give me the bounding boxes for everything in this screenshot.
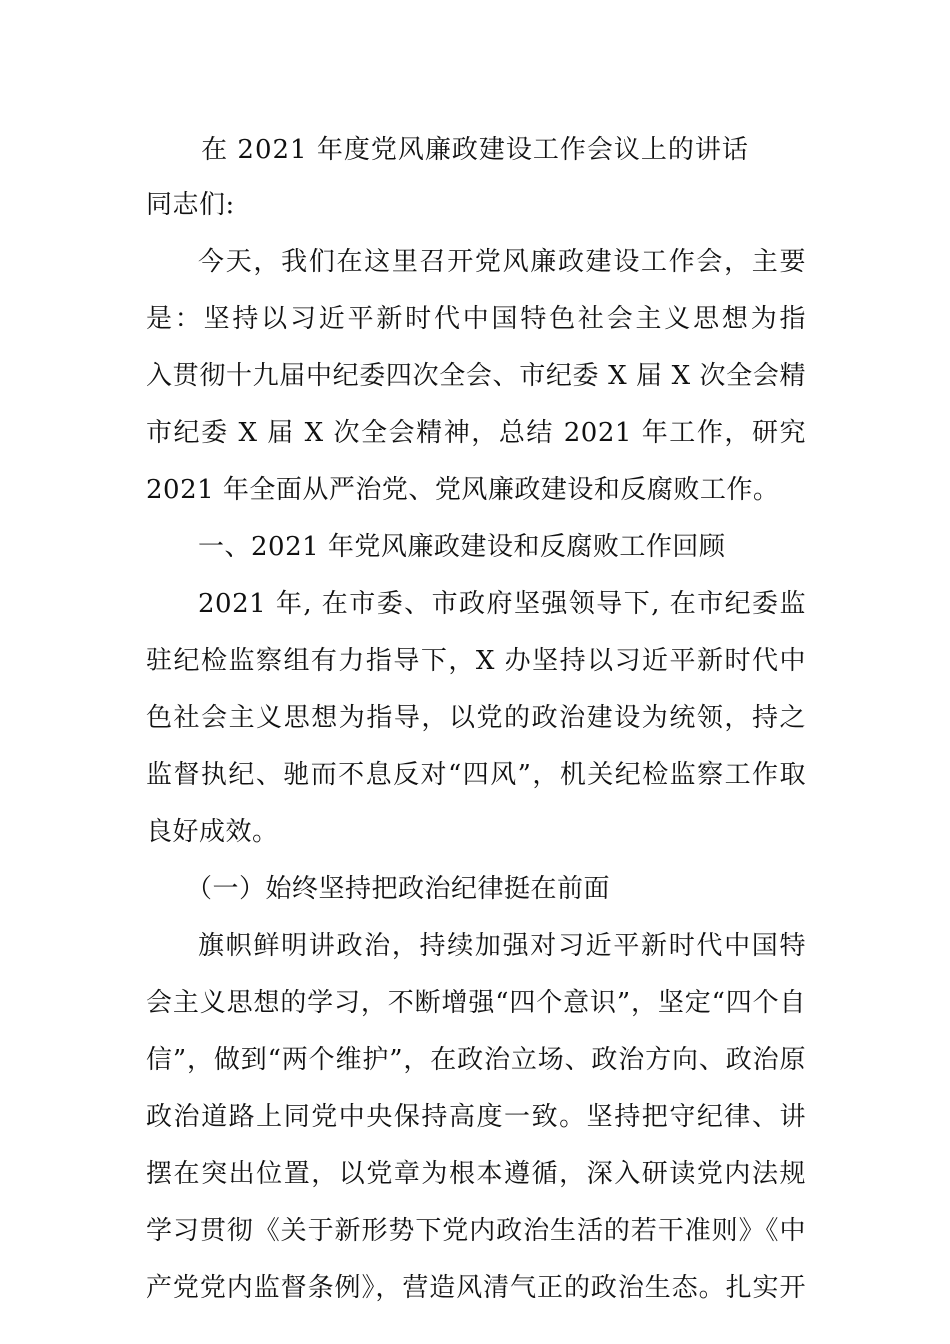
salutation: 同志们:: [146, 190, 235, 220]
paragraph-line: 今天，我们在这里召开党风廉政建设工作会，主要: [198, 247, 806, 277]
section-heading: 一、2021 年党风廉政建设和反腐败工作回顾: [198, 532, 726, 562]
paragraph-line: 市纪委 X 届 X 次全会精神，总结 2021 年工作，研究: [146, 418, 806, 448]
document-title: 在 2021 年度党风廉政建设工作会议上的讲话: [201, 135, 749, 165]
paragraph-line: 会主义思想的学习，不断增强“四个意识”，坚定“四个自: [146, 988, 806, 1018]
paragraph-line: 入贯彻十九届中纪委四次全会、市纪委 X 届 X 次全会精: [146, 361, 806, 391]
paragraph-line: 产党党内监督条例》，营造风清气正的政治生态。扎实开: [146, 1273, 806, 1303]
paragraph-line: 摆在突出位置，以党章为根本遵循，深入研读党内法规: [146, 1159, 806, 1189]
paragraph-line: 2021 年全面从严治党、党风廉政建设和反腐败工作。: [146, 475, 780, 505]
paragraph-line: 学习贯彻《关于新形势下党内政治生活的若干准则》《中: [146, 1216, 806, 1246]
paragraph-line: 色社会主义思想为指导，以党的政治建设为统领，持之: [146, 703, 806, 733]
paragraph-line: 旗帜鲜明讲政治，持续加强对习近平新时代中国特: [198, 931, 806, 961]
paragraph-line: 监督执纪、驰而不息反对“四风”，机关纪检监察工作取: [146, 760, 806, 790]
subsection-heading: （一）始终坚持把政治纪律挺在前面: [186, 874, 611, 904]
paragraph-line: 是：坚持以习近平新时代中国特色社会主义思想为指: [146, 304, 806, 334]
paragraph-line: 良好成效。: [146, 817, 279, 847]
paragraph-line: 2021 年, 在市委、市政府坚强领导下, 在市纪委监: [198, 589, 806, 619]
paragraph-line: 驻纪检监察组有力指导下，X 办坚持以习近平新时代中: [146, 646, 806, 676]
paragraph-line: 政治道路上同党中央保持高度一致。坚持把守纪律、讲: [146, 1102, 806, 1132]
paragraph-line: 信”，做到“两个维护”，在政治立场、政治方向、政治原: [146, 1045, 806, 1075]
